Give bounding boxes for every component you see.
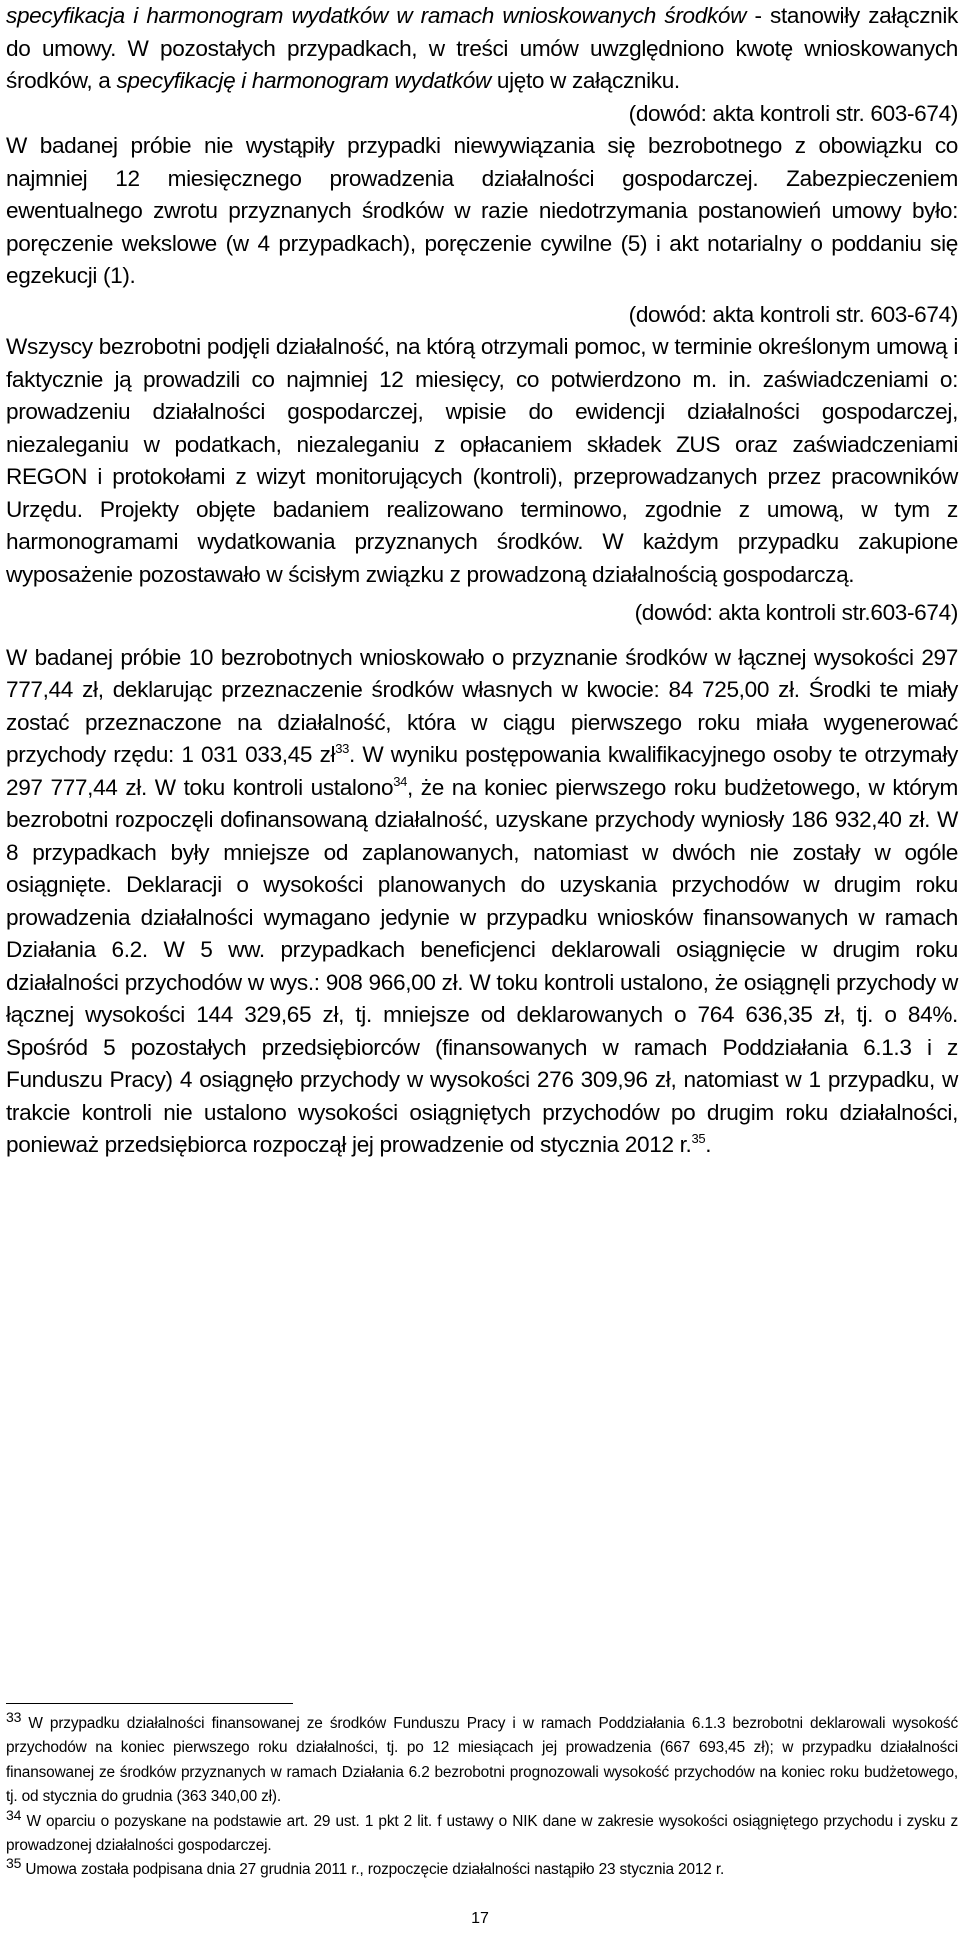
main-text <box>6 0 958 1162</box>
paragraph-business-activity: Wszyscy bezrobotni podjęli działalność, na którą otrzymali pomoc, w terminie określonym umową i faktycznie ją prowadzili co najmniej 12 miesięcy, co potwierdzono m. in. zaświadczeniami o: prowadzeniu działalności gospodarczej, wpisie do ewidencji działalności gospodarczej, niezaleganiu w podatkach, niezaleganiu z opłacaniem składek ZUS oraz zaświadczeniami REGON i protokołami z wizyt monitorujących (kontroli), przeprowadzanych przez pracowników Urzędu. Projekty objęte badaniem realizowano terminowo, zgodnie z umową, w tym z harmonogramami wydatkowania przyznanych środków. W każdym przypadku zakupione wyposażenie pozostawało w ścisłym związku z prowadzoną działalnością gospodarczą. <box>6 334 958 587</box>
paragraph-revenue: W badanej próbie 10 bezrobotnych wnioskowało o przyznanie środków w łącznej wysokości 297 777,44 zł, deklarując przeznaczenie środków własnych w kwocie: 84 725,00 zł. Środki te miały zostać przeznaczone na działalność, która w ciągu pierwszego roku miała wygenerować przychody rzędu: 1 031 033,45 $zł^{33}$. W wyniku postępowania kwalifikacyjnego osoby te otrzymały 297 777,44 zł. W toku kontroli ustalono$^{34}$, że na koniec pierwszego roku budżetowego, w którym bezrobotni rozpoczęli dofinansowaną działalność, uzyskane przychody wyniosły 186 932,40 zł. W 8 przypadkach były mniejsze od zaplanowanych, natomiast w dwóch nie zostały w ogóle osiągnięte. Deklaracji o wysokości planowanych do uzyskania przychodów w drugim roku prowadzenia działalności wymagano jedynie w przypadku wniosków finansowanych w ramach Działania 6.2. W 5 ww. przypadkach beneficjenci deklarowali osiągnięcie w drugim roku działalności przychodów w wys.: 908 966,00 zł. W toku kontroli ustalono, że osiągnęli przychody w łącznej wysokości 144 329,65 zł, tj. mniejsze od deklarowanych o 764 636,35 zł, tj. o 84%. Spośród 5 pozostałych przedsiębiorców (finansowanych w ramach Poddziałania 6.1.3 i z Funduszu Pracy) 4 osiągnęło przychody w wysokości 276 309,96 zł, natomiast w 1 przypadku, w trakcie kontroli nie ustalono wysokości osiągniętych przychodów po drugim roku działalności, ponieważ przedsiębiorca rozpoczął jej prowadzenie od stycznia 2012 r.$^{35}$. <box>6 644 958 1157</box>
evidence-reference: (dowód: akta kontroli str. 603-674) <box>628 301 958 327</box>
page-number: 17 <box>471 1910 489 1927</box>
footnote-33: $^{33}$ W przypadku działalności finansowanej ze środków Funduszu Pracy i w ramach Poddziałania 6.1.3 bezrobotni deklarowali wysokość przychodów na koniec pierwszego roku działalności, tj. po 12 miesiącach jej prowadzenia (667 693,45 zł); w przypadku działalności finansowanej ze środków przyznanych w ramach Działania 6.2 bezrobotni prognozowali wysokość przychodów na koniec roku budżetowego, tj. od stycznia do grudnia (363 340,00 zł). <box>6 1709 958 1806</box>
footnote-separator <box>6 1703 293 1704</box>
footnote-ref[interactable]: 33 <box>335 741 349 756</box>
footnote-35: $^{35}$ Umowa została podpisana dnia 27 grudnia 2011 r., rozpoczęcie działalności nastąpiło 23 stycznia 2012 r. <box>6 1855 725 1879</box>
footnotes <box>6 1709 958 1883</box>
italic-phrase: specyfikacja i harmonogram wydatków w ramach wnioskowanych środków <box>6 3 747 28</box>
footnote-number: 33 <box>6 1709 22 1725</box>
paragraph-contract-annex: specyfikacja i harmonogram wydatków w ramach wnioskowanych środków - stanowiły załącznik do umowy. W pozostałych przypadkach, w treści umów uwzględniono kwotę wnioskowanych środków, a specyfikację i harmonogram wydatków ujęto w załączniku. <box>6 3 958 93</box>
footnote-number: 34 <box>6 1806 22 1823</box>
footnote-ref[interactable]: 34 <box>393 773 407 789</box>
footnote-number: 35 <box>6 1855 22 1872</box>
footnote-ref[interactable]: 35 <box>691 1131 706 1146</box>
evidence-reference: (dowód: akta kontroli str. 603-674) <box>628 100 958 126</box>
footnote-34: $^{34}$ W oparciu o pozyskane na podstawie art. 29 ust. 1 pkt 2 lit. f ustawy o NIK dane w zakresie wysokości osiągniętego przychodu i zysku z prowadzonej działalności gospodarczej. <box>6 1806 958 1855</box>
italic-phrase: specyfikację i harmonogram wydatków <box>116 68 491 93</box>
evidence-reference: (dowód: akta kontroli str.603-674) <box>634 600 958 625</box>
paragraph-obligations: W badanej próbie nie wystąpiły przypadki niewywiązania się bezrobotnego z obowiązku co najmniej 12 miesięcznego prowadzenia działalności gospodarczej. Zabezpieczeniem ewentualnego zwrotu przyznanych środków w razie niedotrzymania postanowień umowy było: poręczenie wekslowe (w 4 przypadkach), poręczenie cywilne (5) i akt notarialny o poddaniu się egzekucji (1). <box>6 133 958 288</box>
